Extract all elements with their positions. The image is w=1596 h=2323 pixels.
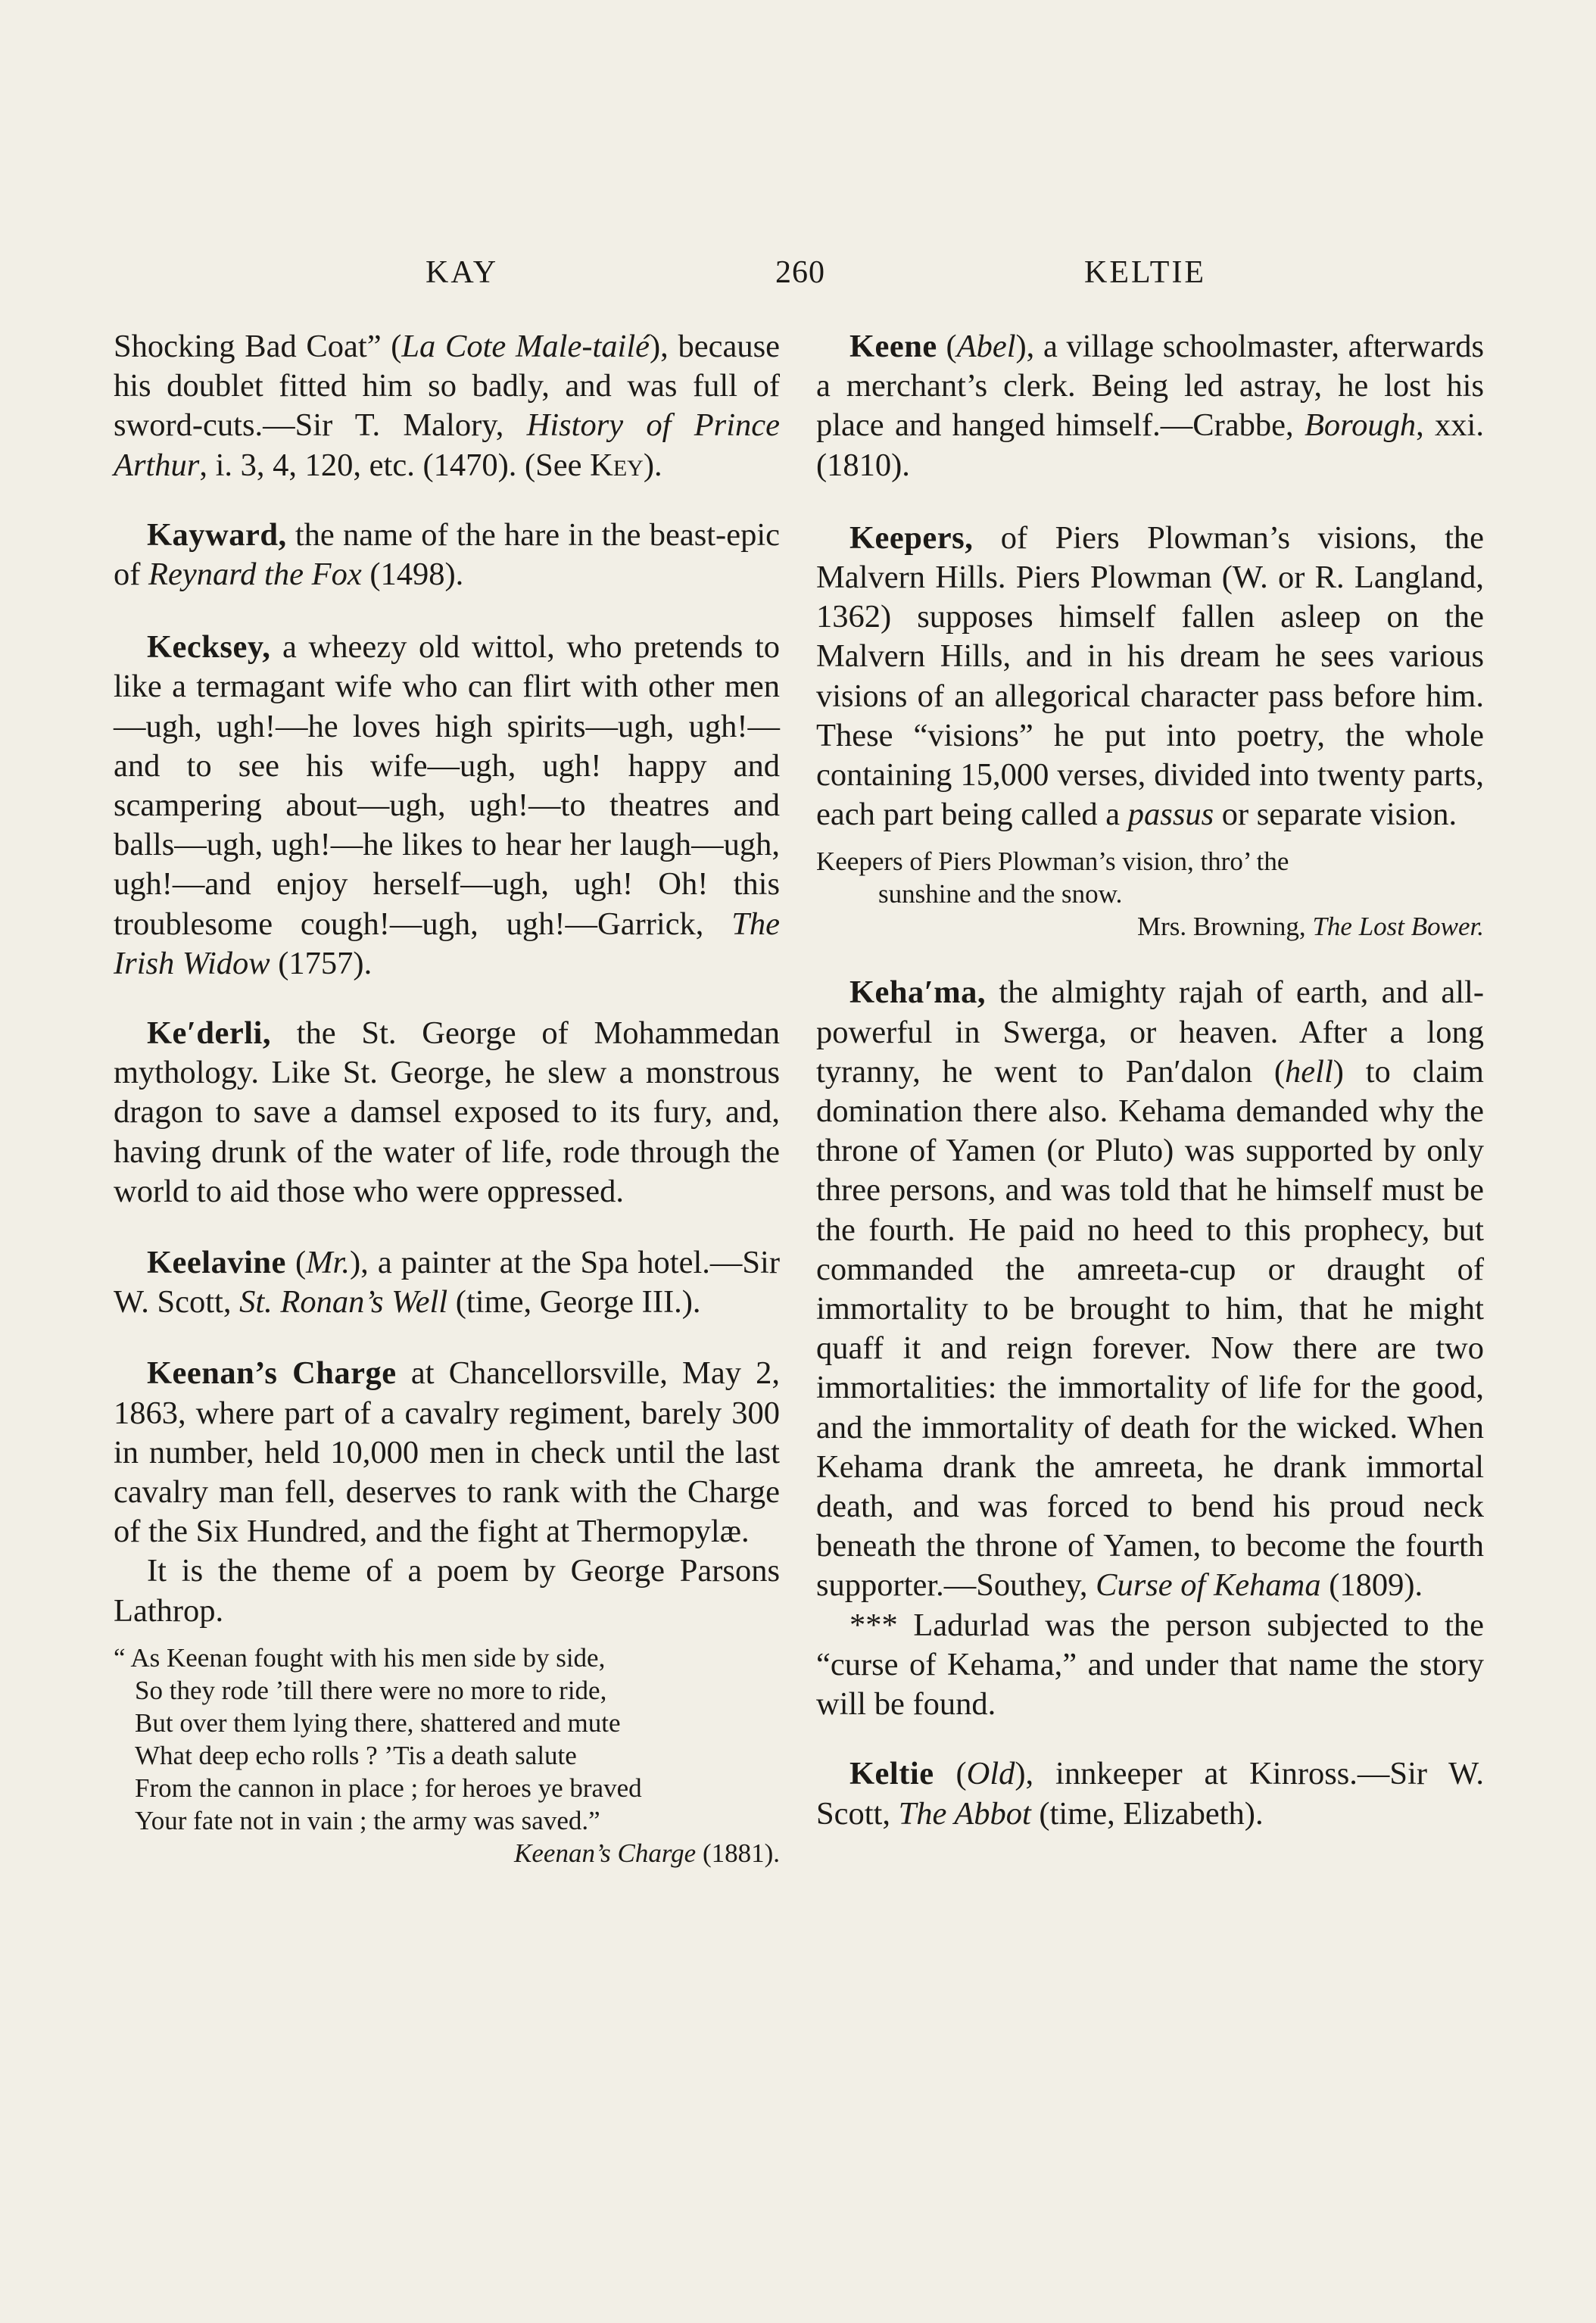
- editorial-note: *** Ladurlad was the person subjected to the “curse of Kehama,” and under that name the story will be found.: [816, 1607, 1484, 1723]
- entry-kehama: [816, 973, 1484, 1724]
- quotation-attribution: [114, 1837, 780, 1869]
- entry-kayward: [114, 516, 780, 594]
- entry-italic: St. Ronan’s Well: [239, 1284, 448, 1321]
- entry-keelavine: [114, 1243, 780, 1322]
- entry-italic: Old: [966, 1756, 1015, 1792]
- entry-text: the St. George of Mohammedan mythology. Like St. George, he slew a monstrous dragon to save a damsel exposed to its fury, and, having drunk of the water of life, rode through the world to aid those who were oppressed.: [114, 1015, 780, 1209]
- verse-line: From the cannon in place ; for heroes ye braved: [135, 1773, 642, 1803]
- headword: Kecksey,: [147, 629, 271, 666]
- entry-italic: La Cote Male-tailé: [401, 329, 650, 364]
- entry-text: ).: [643, 447, 662, 483]
- entry-italic: The Abbot: [898, 1795, 1031, 1832]
- verse-line: “ As Keenan fought with his men side by side,: [114, 1642, 606, 1673]
- verse-line: sunshine and the snow.: [878, 879, 1123, 909]
- entry-italic: Reynard the Fox: [148, 557, 362, 593]
- entry-text: the name of the hare in the beast-epic of: [114, 516, 780, 593]
- headword: Kayward,: [147, 516, 287, 553]
- verse-line: Your fate not in vain ; the army was saved.”: [135, 1805, 600, 1835]
- entry-keltie: [816, 1754, 1484, 1833]
- entry-text: at Chancellorsville, May 2, 1863, where part of a cavalry regiment, barely 300 in number, held 10,000 men in check until the last cavalry man fell, deserves to rank with the Charge of the Six Hundred, and the fight at Thermopylæ.: [114, 1355, 781, 1550]
- left-column: [114, 327, 780, 1869]
- entry-text: the almighty rajah of earth, and all-powerful in Swerga, or heaven. After a long tyranny, he went to Pan′dalon (: [816, 974, 1484, 1090]
- headword: Ke′derli,: [147, 1015, 271, 1052]
- entry-text: (time, Elizabeth).: [1030, 1795, 1264, 1832]
- running-head-left: KAY: [425, 255, 499, 290]
- entry-text: a wheezy old wittol, who pretends to like a termagant wife who can flirt with other men—ugh, ugh!—he loves high spirits—ugh, ugh!—and to see his wife—ugh, ugh! happy and scampering about—ugh, ugh!—to theatres and balls—ugh, ugh!—he likes to hear her laugh—ugh, ugh!—and enjoy herself—ugh, ugh! Oh! this troublesome cough!—ugh, ugh!—Garrick,: [114, 629, 780, 942]
- entry-keepers: [816, 519, 1484, 943]
- entry-italic: History of Prince Arthur: [114, 407, 780, 483]
- entry-italic: hell: [1285, 1053, 1333, 1090]
- entry-text: of Piers Plowman’s visions, the Malvern Hills. Piers Plowman (W. or R. Langland, 1362) supposes himself fallen asleep on the Malvern Hills, and in his dream he sees various visions of an allegorical character pass before him. These “visions” he put into poetry, the whole containing 15,000 verses, divided into twenty parts, each part being called a: [816, 519, 1484, 833]
- entry-italic: Borough: [1304, 407, 1417, 444]
- running-head-right: KELTIE: [1084, 255, 1207, 290]
- verse-line: But over them lying there, shattered and mute: [135, 1707, 621, 1738]
- page-number: 260: [775, 255, 825, 290]
- entry-text: ), because his doublet fitted him so badly, and was full of sword-cuts.—Sir T. Malory,: [114, 329, 780, 444]
- entry-text: ), a painter at the Spa hotel.—Sir W. Scott,: [114, 1245, 781, 1321]
- entry-text: or separate vision.: [1214, 797, 1457, 833]
- right-column: [816, 327, 1484, 1874]
- entry-kecksey: [114, 628, 780, 984]
- headword: Keelavine: [147, 1245, 286, 1281]
- entry-text: Shocking Bad Coat” (: [114, 329, 402, 364]
- entry-italic: Mr.: [306, 1245, 350, 1281]
- cross-reference: Key: [590, 447, 644, 483]
- headword: Keepers,: [849, 519, 974, 556]
- headword: Keha′ma,: [849, 974, 987, 1011]
- entry-continuation: [114, 327, 780, 485]
- entry-italic: passus: [1127, 797, 1214, 833]
- verse-line: So they rode ’till there were no more to ride,: [135, 1675, 607, 1705]
- entry-keene: [816, 327, 1484, 485]
- entry-italic: Abel: [956, 329, 1016, 364]
- entry-text: (: [285, 1245, 307, 1281]
- headword: Keltie: [849, 1756, 934, 1792]
- verse-line: What deep echo rolls ? ’Tis a death salute: [135, 1740, 577, 1770]
- entry-keenan: [114, 1354, 780, 1869]
- entry-text: ) to claim domination there also. Kehama demanded why the throne of Yamen (or Pluto) was supported by only three persons, and was told that he himself must be the fourth. He paid no heed to this prophecy, but commanded the amreeta-cup or draught of immortality to be brought to him, that he might quaff it and reign forever. Now there are two immortalities: the immortality of life for the good, and the immortality of death for the wicked. When Kehama drank the amreeta, he drank immortal death, and was forced to bend his proud neck beneath the throne of Yamen, to become the fourth supporter.—Southey,: [816, 1053, 1484, 1604]
- entry-text: , i. 3, 4, 120, etc. (1470). (See: [199, 447, 591, 483]
- attribution-text: (1881).: [696, 1838, 780, 1868]
- entry-italic: The Irish Widow: [114, 906, 780, 981]
- entry-text: (1809).: [1320, 1567, 1423, 1604]
- verse-quotation: [114, 1642, 780, 1869]
- attribution-italic: The Lost Bower.: [1312, 912, 1484, 942]
- quotation-attribution: [816, 910, 1484, 943]
- verse-line: Keepers of Piers Plowman’s vision, thro’ the: [816, 847, 1289, 877]
- entry-italic: Curse of Kehama: [1096, 1567, 1321, 1604]
- entry-text: (: [934, 1756, 967, 1792]
- entry-text: (: [937, 329, 957, 364]
- entry-text: (1757).: [270, 945, 373, 981]
- entry-text: ), a village schoolmaster, afterwards a merchant’s clerk. Being led astray, he lost his place and hanged himself.—Crabbe,: [816, 329, 1484, 444]
- attribution-text: Mrs. Browning,: [1137, 912, 1313, 942]
- entry-text: (1498).: [361, 557, 464, 593]
- attribution-italic: Keenan’s Charge: [514, 1838, 697, 1868]
- verse-quotation: [816, 845, 1484, 943]
- headword: Keenan’s Charge: [147, 1355, 397, 1392]
- entry-text: , xxi. (1810).: [816, 407, 1484, 483]
- headword: Keene: [849, 329, 937, 364]
- entry-kederli: [114, 1014, 780, 1211]
- entry-paragraph: It is the theme of a poem by George Parsons Lathrop.: [114, 1553, 780, 1629]
- entry-text: (time, George III.).: [447, 1284, 701, 1321]
- entry-text: ), innkeeper at Kinross.—Sir W. Scott,: [816, 1756, 1484, 1832]
